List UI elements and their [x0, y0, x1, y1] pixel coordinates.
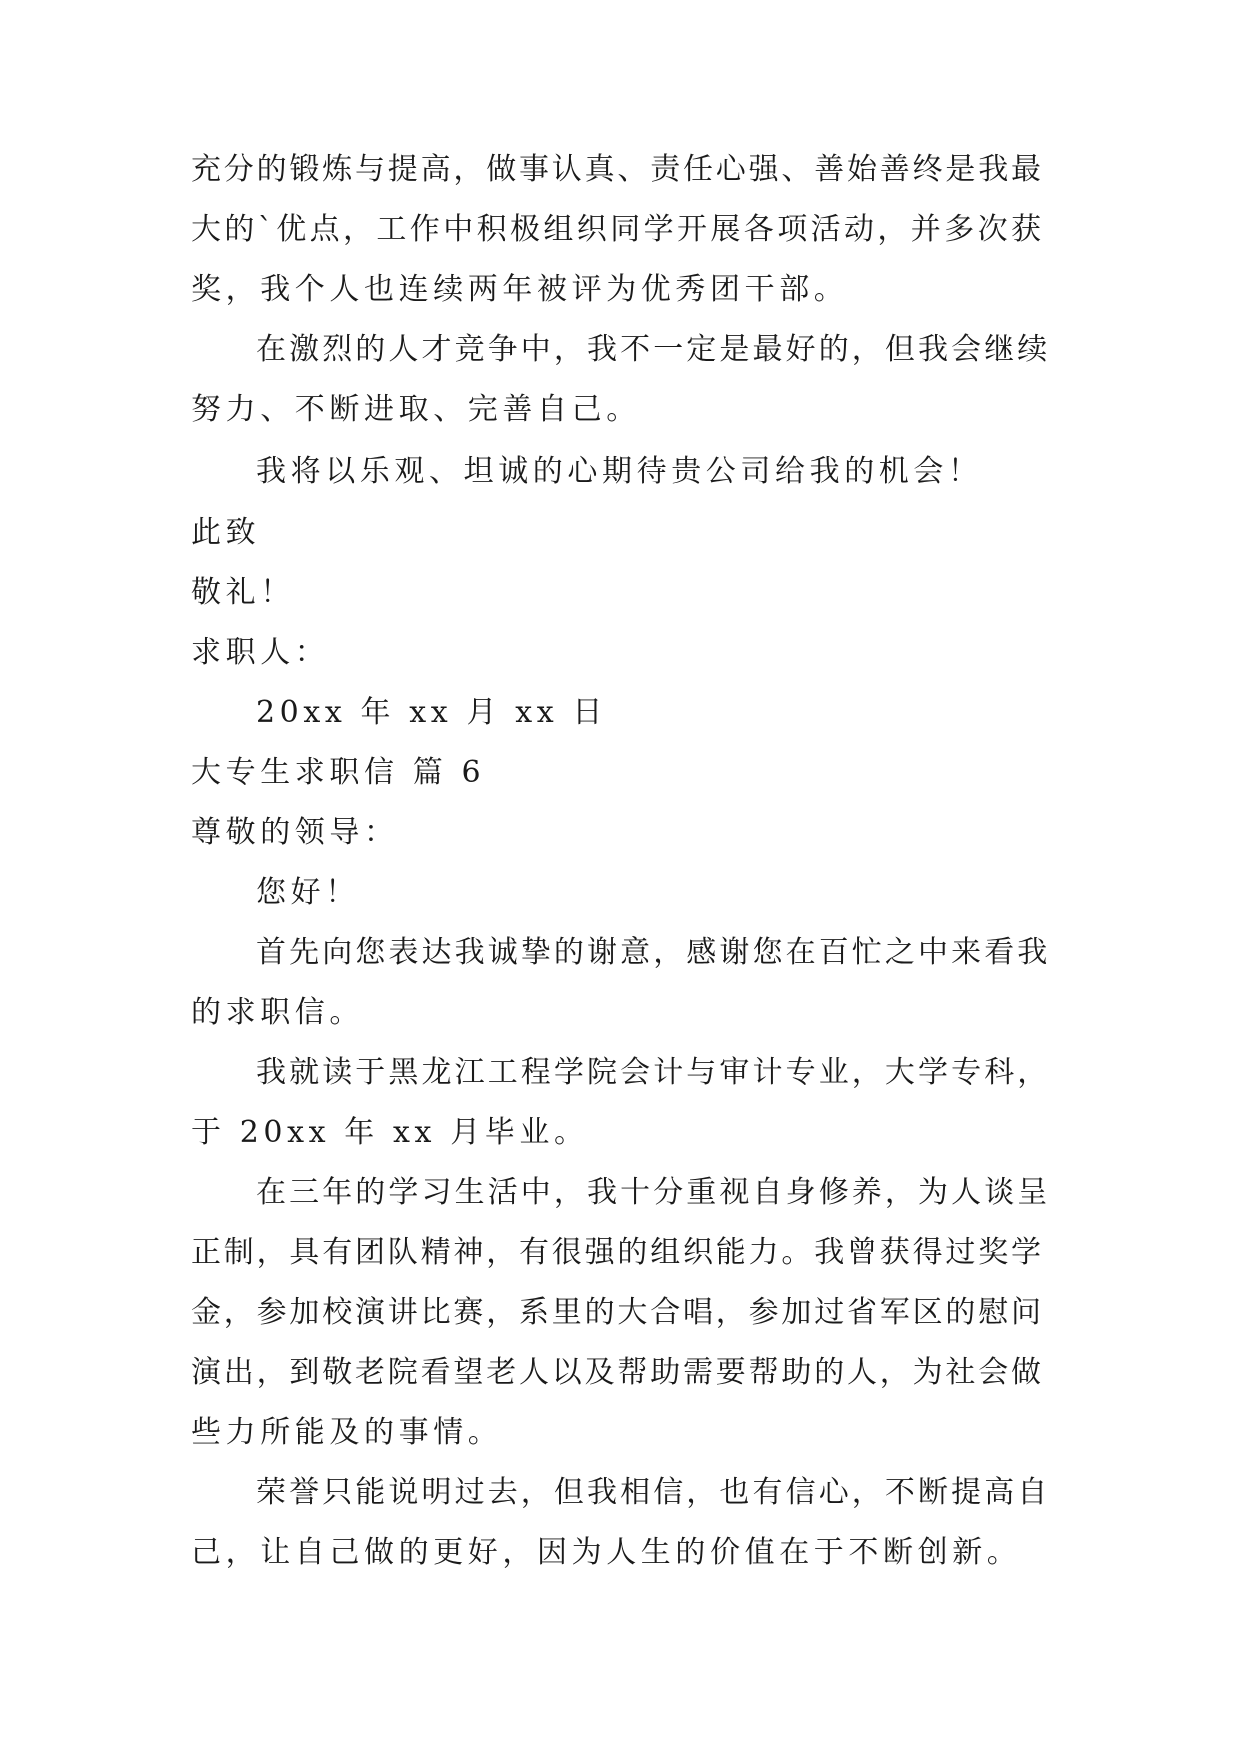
text-line: 大的`优点，工作中积极组织同学开展各项活动，并多次获	[191, 212, 1045, 247]
section-title: 大专生求职信 篇 6	[191, 755, 486, 790]
text-line: 己，让自己做的更好，因为人生的价值在于不断创新。	[191, 1535, 1022, 1570]
signature-label: 求职人：	[191, 635, 330, 670]
text-line: 我将以乐观、坦诚的心期待贵公司给我的机会！	[256, 454, 983, 489]
text-line: 金，参加校演讲比赛，系里的大合唱，参加过省军区的慰问	[191, 1295, 1044, 1330]
text-line: 于 20xx 年 xx 月毕业。	[191, 1115, 589, 1150]
text-line: 荣誉只能说明过去，但我相信，也有信心，不断提高自	[256, 1475, 1051, 1510]
text-line: 演出，到敬老院看望老人以及帮助需要帮助的人，为社会做	[191, 1355, 1044, 1390]
text-line: 首先向您表达我诚挚的谢意，感谢您在百忙之中来看我	[256, 935, 1051, 970]
text-line: 努力、不断进取、完善自己。	[191, 392, 641, 427]
text-line: 些力所能及的事情。	[191, 1415, 503, 1450]
text-line: 奖，我个人也连续两年被评为优秀团干部。	[191, 272, 849, 307]
text-line: 我就读于黑龙江工程学院会计与审计专业，大学专科，	[256, 1055, 1051, 1090]
greeting-line: 您好！	[256, 875, 360, 910]
text-line: 充分的锻炼与提高，做事认真、责任心强、善始善终是我最	[191, 152, 1044, 187]
text-line: 在三年的学习生活中，我十分重视自身修养，为人谈呈	[256, 1175, 1051, 1210]
text-line: 的求职信。	[191, 995, 364, 1030]
text-line: 正制，具有团队精神，有很强的组织能力。我曾获得过奖学	[191, 1235, 1044, 1270]
greeting-line: 尊敬的领导：	[191, 815, 399, 850]
salutation-line: 此致	[191, 515, 261, 550]
salutation-line: 敬礼！	[191, 575, 295, 610]
text-line: 在激烈的人才竞争中，我不一定是最好的，但我会继续	[256, 332, 1051, 367]
date-line: 20xx 年 xx 月 xx 日	[256, 695, 607, 730]
